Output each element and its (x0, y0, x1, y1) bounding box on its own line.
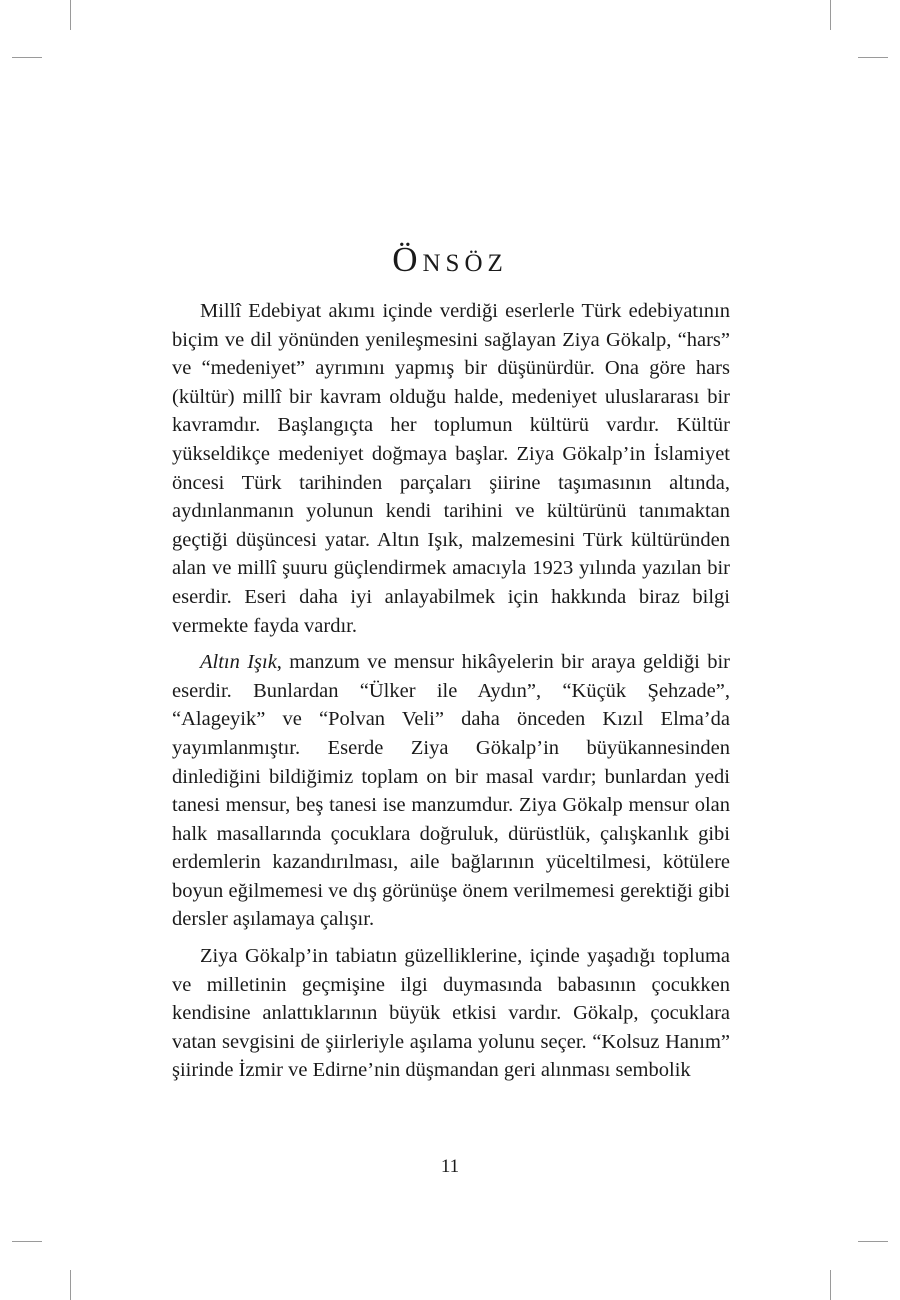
crop-mark-right-top (858, 57, 888, 58)
paragraph-3 (172, 942, 730, 1085)
body-text (172, 297, 730, 1085)
book-title-italic: Altın Işık (200, 651, 277, 674)
paragraph-1 (172, 297, 730, 640)
paragraph-2 (172, 648, 730, 934)
paragraph-2-text: , manzum ve mensur hikâyelerin bir araya geldiği bir eserdir. Bunlardan “Ülker ile Aydın”, “Küçük Şehzade”, “Alageyik” ve “Polvan Veli” daha önceden Kızıl Elma’da yayımlanmıştır. Eserde Ziya Gökalp’in büyükannesinden dinlediğini bildiğimiz toplam on bir masal vardır; bunlardan yedi tanesi mensur, beş tanesi ise manzumdur. Ziya Gökalp mensur olan halk masallarında çocuklara doğruluk, dürüstlük, çalışkanlık gibi erdemlerin kazandırılması, aile bağlarının yüceltilmesi, kötülere boyun eğilmemesi ve dış görünüşe önem verilmemesi gerektiği gibi dersler aşılamaya çalışır. (172, 651, 730, 931)
crop-mark-top-right (830, 0, 831, 30)
crop-mark-left-bottom (12, 1241, 42, 1242)
crop-mark-top-left (70, 0, 71, 30)
crop-mark-right-bottom (858, 1241, 888, 1242)
crop-mark-bottom-right (830, 1270, 831, 1300)
crop-mark-bottom-left (70, 1270, 71, 1300)
paragraph-3-text: Ziya Gökalp’in tabiatın güzelliklerine, içinde yaşadığı topluma ve milletinin geçmişine ilgi duymasında babasının çocukken kendisine anlattıklarının büyük etkisi vardır. Gökalp, çocuklara vatan sevgisini de şiirleriyle aşılama yolunu seçer. “Kolsuz Hanım” şiirinde İzmir ve Edirne’nin düşmandan geri alınması sembolik (172, 945, 730, 1082)
paragraph-1-text: Millî Edebiyat akımı içinde verdiği eserlerle Türk edebiyatının biçim ve dil yönünden yenileşmesini sağlayan Ziya Gökalp, “hars” ve “medeniyet” ayrımını yapmış bir düşünürdür. Ona göre hars (kültür) millî bir kavram olduğu halde, medeniyet uluslararası bir kavramdır. Başlangıçta her toplumun kültürü vardır. Kültür yükseldikçe medeniyet doğmaya başlar. Ziya Gökalp’in İslamiyet öncesi Türk tarihinden parçaları şiirine taşımasının altında, aydınlanmanın yolunun kendi tarihini ve kültürünü tanımaktan geçtiği düşüncesi yatar. Altın Işık, malzemesini Türk kültüründen alan ve millî şuuru güçlendirmek amacıyla 1923 yılında yazılan bir eserdir. Eseri daha iyi anlayabilmek için hakkında biraz bilgi vermekte fayda vardır. (172, 300, 730, 637)
crop-mark-left-top (12, 57, 42, 58)
page-number: 11 (440, 1156, 460, 1177)
page-title: Önsöz (392, 240, 508, 279)
